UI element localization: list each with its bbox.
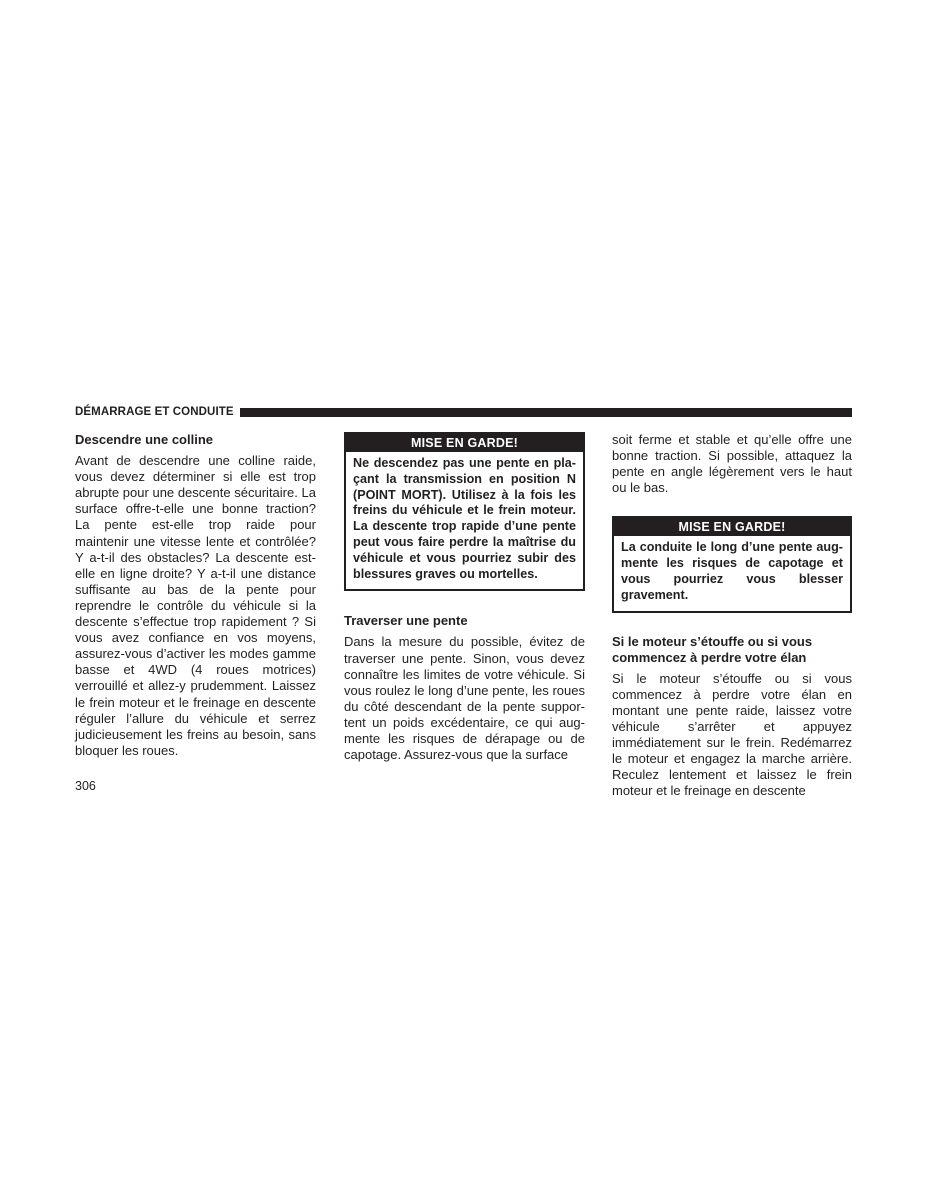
paragraph-moteur-etouffe: Si le moteur s’étouffe ou si vous commencez à perdre votre élan en montant une pente raide, laissez votre véhicule s’arrêter et appuyez immédiatement sur le frein. Redémarrez le moteur et engagez la marche arrière. Reculez lentement et laissez le frein moteur et le freinage en descente xyxy=(612,670,852,799)
column-right xyxy=(612,432,852,800)
header-rule xyxy=(240,408,852,417)
warning-text: Ne descendez pas une pente en plaçant la transmission en position N (POINT MORT). Utilisez à la fois les freins du véhicule et le frein moteur. La descente trop rapide d’une pente peut vous faire perdre la maîtrise du véhicule et vous pourriez subir des blessures graves ou mortelles. xyxy=(353,456,576,581)
paragraph-traverser-pente: Dans la mesure du possible, évitez de traverser une pente. Sinon, vous devez connaître les limites de votre véhicule. Si vous roulez le long d’une pente, les roues du côté descendant de la pente supportent un poids excédentaire, ce qui augmente les risques de dérapage ou de capotage. Assurez-vous que la surface xyxy=(344,634,585,763)
section-title: DÉMARRAGE ET CONDUITE xyxy=(75,406,234,418)
heading-traverser-pente: Traverser une pente xyxy=(344,613,468,629)
paragraph-descendre-colline: Avant de descendre une colline raide, vous devez déterminer si elle est trop abrupte pour une descente sécuritaire. La surface offre-t-elle une bonne traction? La pente est-elle trop raide pour maintenir une vitesse lente et contrôlée? Y a-t-il des obstacles? La descente est-elle en ligne droite? Y a-t-il une distance suffisante au bas de la pente pour reprendre le contrôle du véhicule si la descente s’effectue trop rapidement ? Si vous avez confiance en vos moyens, assurez-vous d’activer les modes gamme basse et 4WD (4 roues motrices) verrouillé et allez-y prudemment. Laissez le frein moteur et le freinage en descente réguler l’allure du véhicule et serrez judicieusement les freins au besoin, sans bloquer les roues. xyxy=(75,453,316,758)
section-header xyxy=(75,405,852,419)
column-middle xyxy=(344,432,585,763)
warning-box-capotage xyxy=(612,516,852,612)
column-left xyxy=(75,432,316,759)
page-number: 306 xyxy=(75,779,96,793)
heading-moteur-etouffe: Si le moteur s’étouffe ou si vous commencez à perdre votre élan xyxy=(612,633,813,665)
warning-box-descente xyxy=(344,432,585,591)
warning-text: La conduite le long d’une pente augmente les risques de capotage et vous pourriez vous blesser gravement. xyxy=(621,540,843,602)
heading-descendre-colline: Descendre une colline xyxy=(75,432,213,447)
paragraph-continuation: soit ferme et stable et qu’elle offre une bonne traction. Si possible, attaquez la pente en angle légèrement vers le haut ou le bas. xyxy=(612,432,852,496)
warning-title: MISE EN GARDE! xyxy=(346,434,583,452)
warning-title: MISE EN GARDE! xyxy=(614,518,850,536)
